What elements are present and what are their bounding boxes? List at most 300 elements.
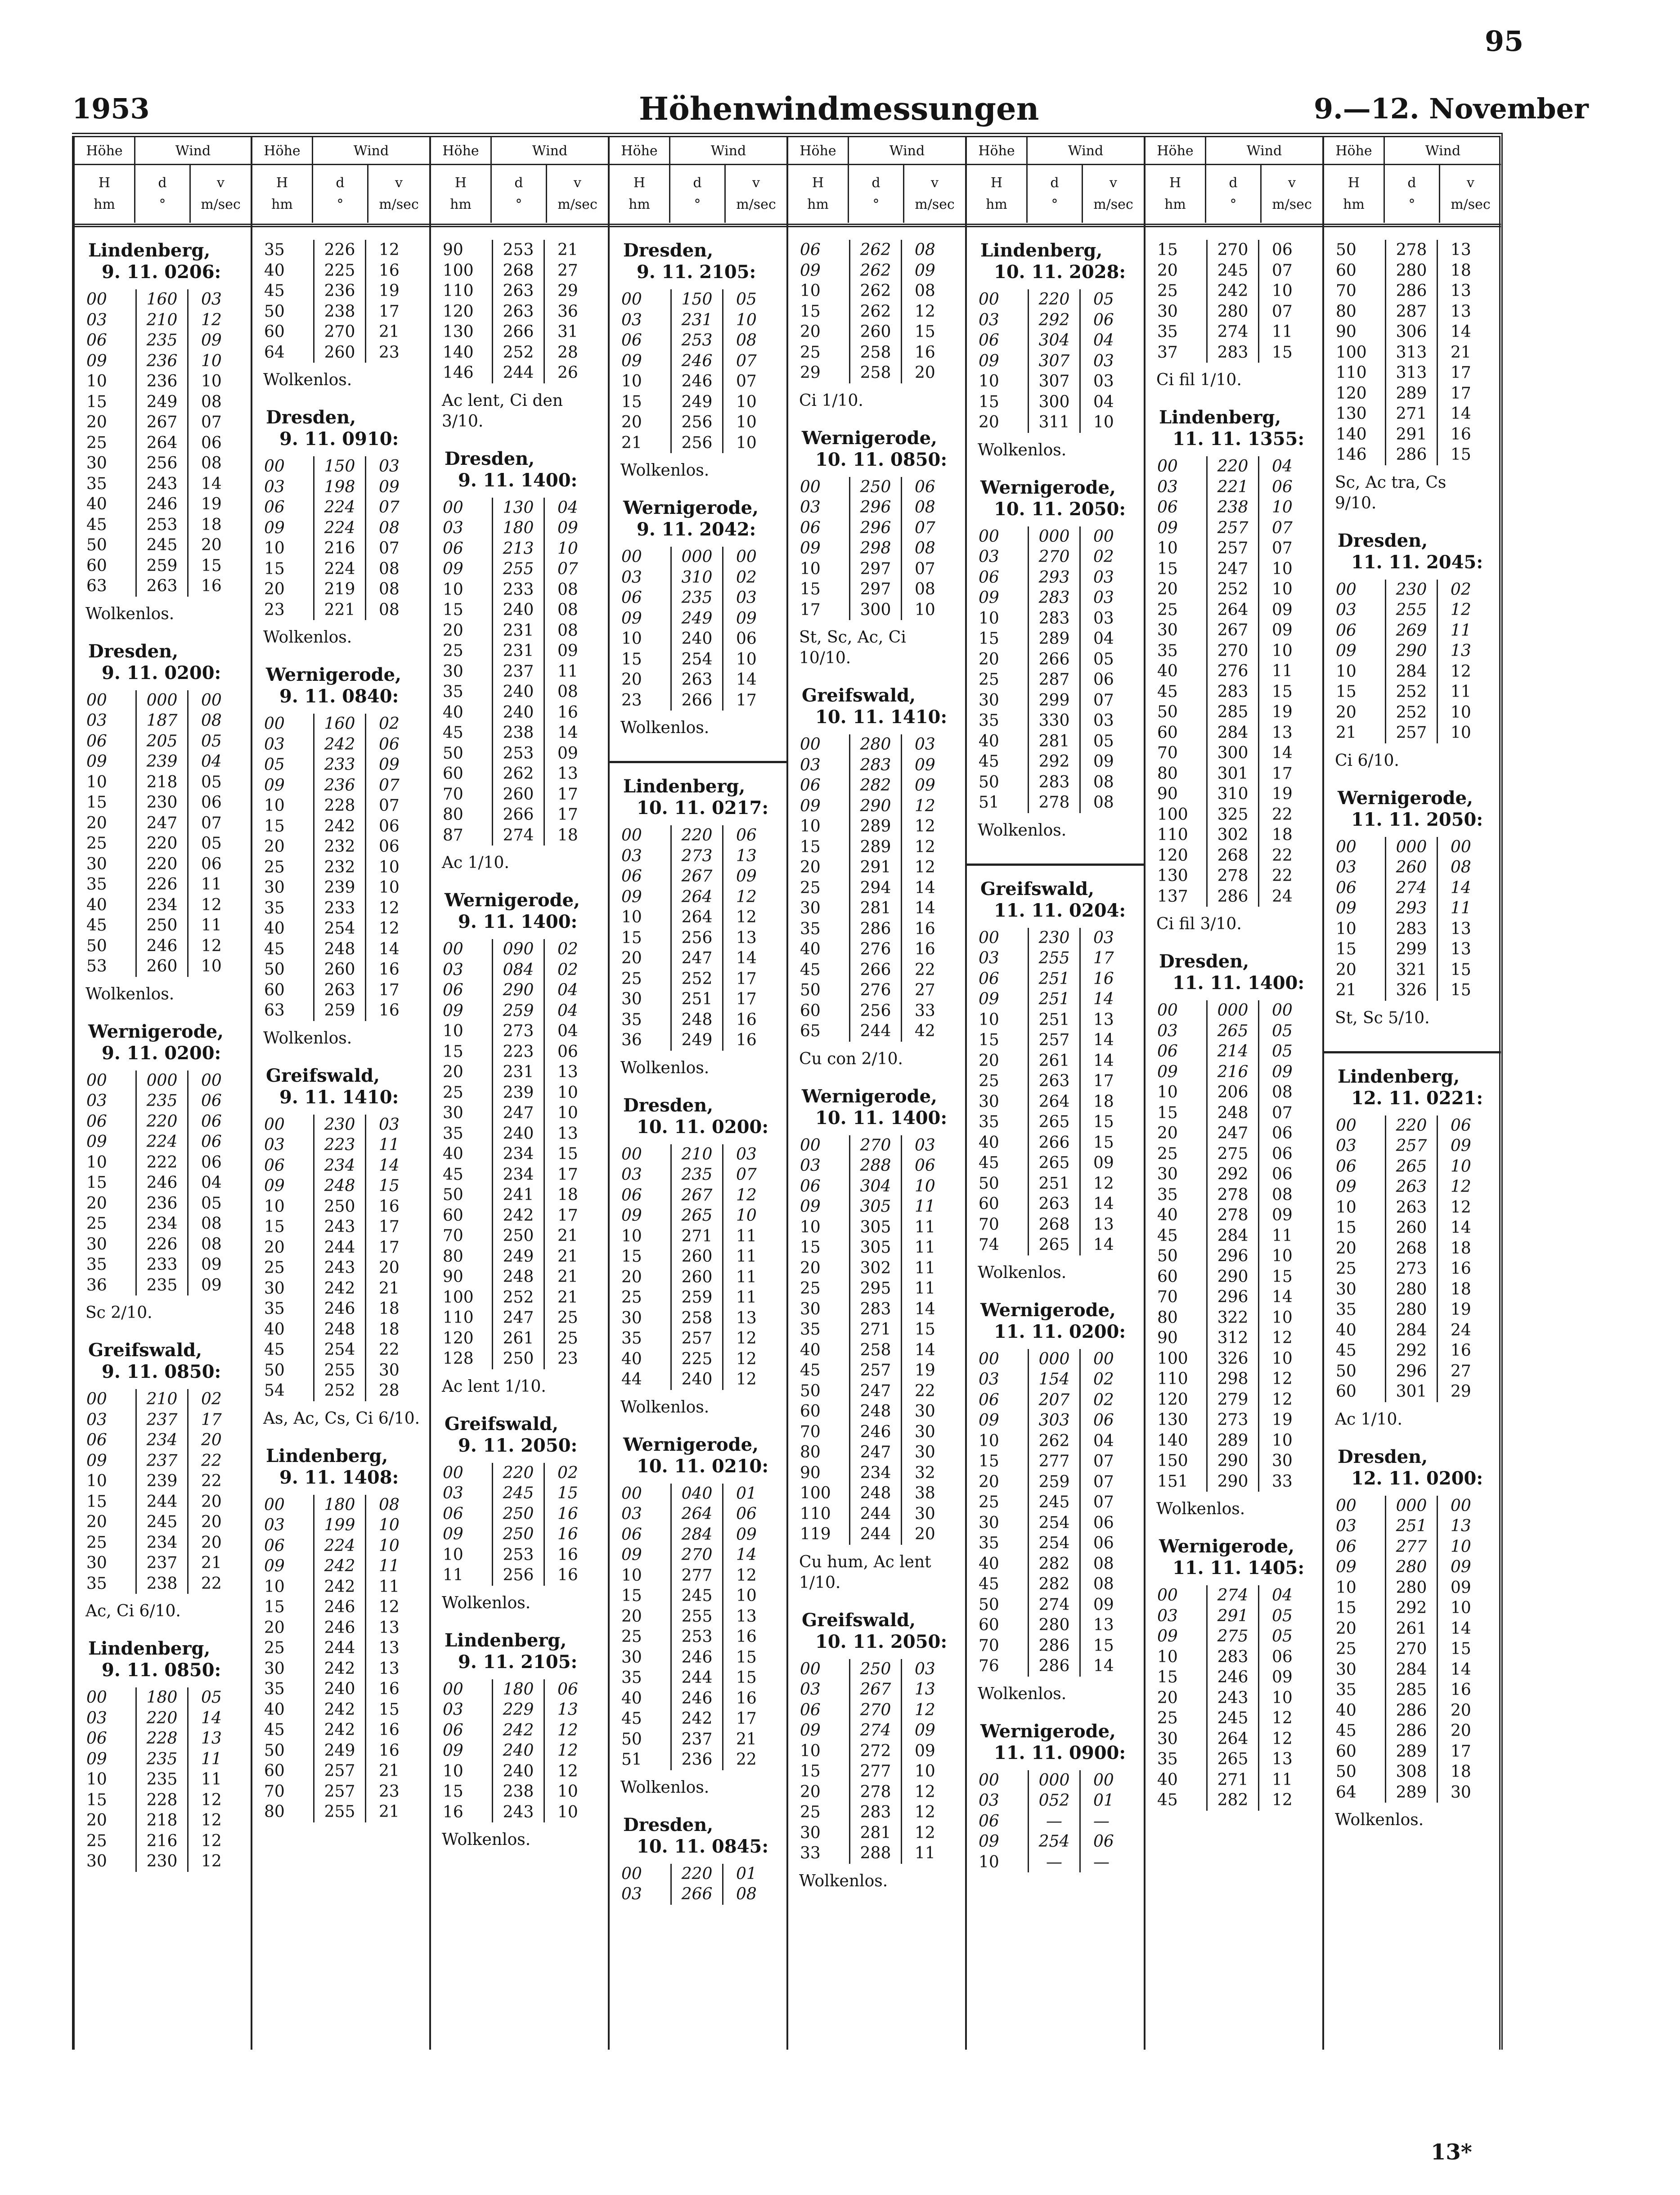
speed-cell: 03 bbox=[915, 1136, 935, 1155]
table-row bbox=[252, 1781, 429, 1802]
direction-cell: 302 bbox=[1206, 825, 1259, 846]
height-cell: 00 bbox=[264, 1115, 285, 1134]
table-row bbox=[967, 1770, 1144, 1791]
height-cell: 44 bbox=[621, 1370, 642, 1389]
cloud-note: Ci fil 3/10. bbox=[1156, 915, 1242, 933]
direction-cell: 274 bbox=[849, 1720, 902, 1741]
direction-cell: 263 bbox=[492, 301, 545, 322]
speed-cell: 18 bbox=[1451, 1763, 1471, 1781]
height-cell: 25 bbox=[443, 642, 463, 660]
direction-cell: 330 bbox=[1028, 711, 1081, 731]
speed-cell: 26 bbox=[557, 364, 578, 382]
speed-cell: 13 bbox=[1093, 1010, 1114, 1029]
speed-cell: 11 bbox=[557, 662, 578, 681]
height-cell: 03 bbox=[621, 568, 642, 587]
height-cell: 15 bbox=[979, 1031, 999, 1049]
height-cell: 09 bbox=[1157, 518, 1178, 537]
height-cell: 10 bbox=[621, 1227, 642, 1246]
table-row bbox=[788, 1782, 965, 1803]
table-row bbox=[1324, 342, 1501, 363]
height-cell: 70 bbox=[800, 1422, 821, 1441]
height-cell: 15 bbox=[264, 1218, 285, 1236]
table-row bbox=[967, 1030, 1144, 1051]
table-row bbox=[1324, 383, 1501, 404]
table-row bbox=[610, 1565, 786, 1586]
table-row bbox=[75, 1728, 251, 1749]
direction-cell: 263 bbox=[1385, 1197, 1438, 1218]
hoehe-header: Höhe bbox=[788, 137, 849, 164]
direction-cell: 296 bbox=[849, 518, 902, 539]
direction-cell: 000 bbox=[1028, 1770, 1081, 1791]
height-cell: 45 bbox=[979, 752, 999, 771]
speed-cell: 17 bbox=[1451, 364, 1471, 382]
table-row bbox=[610, 1864, 786, 1885]
direction-cell: 248 bbox=[670, 1010, 723, 1030]
direction-cell: 251 bbox=[1028, 969, 1081, 990]
station-name: Greifswald, bbox=[88, 1340, 202, 1361]
speed-cell: 10 bbox=[379, 1536, 400, 1555]
speed-cell: 07 bbox=[1093, 691, 1114, 710]
station-block bbox=[788, 1610, 965, 1905]
table-column bbox=[965, 137, 1144, 2050]
table-row bbox=[1145, 886, 1322, 907]
table-row bbox=[967, 1410, 1144, 1431]
speed-cell: 12 bbox=[915, 1823, 935, 1842]
h-label: H bbox=[1348, 175, 1360, 191]
direction-cell: 264 bbox=[670, 1504, 723, 1525]
station-name: Wernigerode, bbox=[980, 1720, 1116, 1742]
table-row bbox=[1324, 878, 1501, 899]
direction-cell: 310 bbox=[670, 567, 723, 588]
speed-cell: 01 bbox=[736, 1484, 757, 1503]
speed-cell: 03 bbox=[379, 457, 400, 476]
table-row bbox=[1145, 723, 1322, 743]
height-cell: 60 bbox=[86, 556, 107, 575]
speed-cell: 01 bbox=[1093, 1791, 1114, 1810]
direction-cell: 247 bbox=[492, 1308, 545, 1328]
direction-cell: 284 bbox=[1206, 723, 1259, 743]
speed-cell: 11 bbox=[915, 1238, 935, 1257]
height-cell: 25 bbox=[1157, 600, 1178, 619]
height-cell: 09 bbox=[86, 1451, 107, 1470]
speed-cell: 12 bbox=[1451, 1198, 1471, 1217]
height-cell: 50 bbox=[1157, 1247, 1178, 1265]
deg-label: ° bbox=[515, 197, 522, 212]
height-cell: 03 bbox=[621, 310, 642, 329]
height-cell: 36 bbox=[86, 1276, 107, 1295]
speed-cell: 09 bbox=[557, 744, 578, 763]
table-row bbox=[431, 939, 608, 960]
height-cell: 70 bbox=[1157, 744, 1178, 762]
table-row bbox=[431, 539, 608, 559]
v-label: v bbox=[931, 175, 939, 191]
height-cell: 64 bbox=[264, 343, 285, 362]
table-row bbox=[431, 1062, 608, 1083]
table-row bbox=[75, 772, 251, 793]
height-cell: 00 bbox=[1157, 1586, 1178, 1605]
table-row bbox=[252, 1556, 429, 1577]
speed-cell: 12 bbox=[201, 1852, 222, 1871]
table-row bbox=[431, 702, 608, 723]
direction-cell: 246 bbox=[313, 1618, 366, 1638]
speed-cell: 07 bbox=[379, 539, 400, 558]
table-row bbox=[610, 351, 786, 372]
direction-cell: 228 bbox=[135, 1790, 189, 1811]
table-row bbox=[967, 289, 1144, 310]
height-cell: 45 bbox=[86, 515, 107, 534]
direction-cell: 256 bbox=[670, 412, 723, 433]
speed-cell: 14 bbox=[379, 940, 400, 958]
speed-cell: 20 bbox=[201, 536, 222, 554]
height-cell: 00 bbox=[1336, 1116, 1357, 1135]
speed-cell: 06 bbox=[379, 837, 400, 856]
speed-cell: 36 bbox=[557, 302, 578, 321]
height-cell: 35 bbox=[979, 1113, 999, 1131]
table-row bbox=[75, 1574, 251, 1594]
table-row bbox=[967, 751, 1144, 772]
speed-cell: 22 bbox=[736, 1750, 757, 1769]
height-cell: 50 bbox=[979, 1174, 999, 1193]
height-cell: 00 bbox=[1336, 837, 1357, 856]
height-cell: 06 bbox=[86, 732, 107, 751]
speed-cell: 23 bbox=[557, 1349, 578, 1368]
table-row bbox=[1145, 1226, 1322, 1246]
table-row bbox=[431, 1761, 608, 1782]
cloud-note: Ci 1/10. bbox=[799, 391, 863, 410]
speed-cell: 13 bbox=[1093, 1616, 1114, 1634]
table-row bbox=[75, 1071, 251, 1091]
height-cell: 60 bbox=[1336, 261, 1357, 280]
height-cell: 09 bbox=[86, 1133, 107, 1151]
table-row bbox=[75, 1132, 251, 1152]
direction-cell: 286 bbox=[1385, 1700, 1438, 1721]
table-row bbox=[252, 734, 429, 755]
direction-cell: 302 bbox=[849, 1258, 902, 1279]
speed-cell: 06 bbox=[557, 1042, 578, 1061]
speed-cell: 15 bbox=[1451, 445, 1471, 464]
speed-cell: 10 bbox=[1451, 724, 1471, 742]
speed-cell: 12 bbox=[201, 1831, 222, 1850]
speed-cell: 13 bbox=[736, 928, 757, 947]
direction-cell: 240 bbox=[670, 629, 723, 649]
height-cell: 06 bbox=[800, 518, 821, 537]
height-cell: 00 bbox=[800, 477, 821, 496]
speed-cell: 22 bbox=[379, 1340, 400, 1359]
speed-cell: — bbox=[1093, 1853, 1110, 1871]
direction-cell: 236 bbox=[313, 775, 366, 796]
direction-cell: 255 bbox=[313, 1360, 366, 1381]
direction-cell: 234 bbox=[135, 1430, 189, 1451]
speed-cell: 13 bbox=[557, 1700, 578, 1719]
speed-cell: 09 bbox=[736, 609, 757, 628]
speed-cell: 16 bbox=[736, 1010, 757, 1029]
speed-cell: 16 bbox=[379, 1680, 400, 1698]
height-cell: 30 bbox=[979, 1092, 999, 1111]
hoehe-header: Höhe bbox=[610, 137, 670, 164]
speed-cell: 14 bbox=[915, 878, 935, 897]
direction-cell: 251 bbox=[1028, 989, 1081, 1010]
table-row bbox=[967, 1513, 1144, 1534]
speed-cell: 03 bbox=[1093, 372, 1114, 391]
table-row bbox=[788, 878, 965, 899]
direction-cell: 326 bbox=[1385, 980, 1438, 1001]
speed-cell: 10 bbox=[915, 1762, 935, 1781]
direction-cell: 243 bbox=[1206, 1688, 1259, 1709]
cloud-note: St, Sc 5/10. bbox=[1335, 1008, 1430, 1027]
station-name: Wernigerode, bbox=[88, 1021, 224, 1042]
table-row bbox=[1145, 1328, 1322, 1349]
page-title: Höhenwindmessungen bbox=[639, 90, 1039, 127]
wind-header: Wind bbox=[710, 143, 746, 159]
table-row bbox=[967, 1010, 1144, 1030]
height-cell: 00 bbox=[443, 1680, 463, 1699]
direction-cell: 262 bbox=[849, 301, 902, 322]
table-row bbox=[788, 1422, 965, 1443]
table-row bbox=[75, 1091, 251, 1111]
direction-cell: 277 bbox=[1028, 1451, 1081, 1472]
height-cell: 06 bbox=[1336, 878, 1357, 897]
speed-cell: 08 bbox=[915, 282, 935, 300]
direction-cell: 255 bbox=[1385, 600, 1438, 621]
height-cell: 00 bbox=[979, 290, 999, 309]
table-row bbox=[610, 649, 786, 670]
station-name: Lindenberg, bbox=[88, 1638, 211, 1659]
height-cell: 70 bbox=[1157, 1288, 1178, 1306]
height-cell: 10 bbox=[264, 539, 285, 558]
speed-cell: 16 bbox=[1093, 969, 1114, 988]
direction-cell: 280 bbox=[1028, 1615, 1081, 1636]
height-cell: 00 bbox=[979, 527, 999, 546]
direction-cell: 265 bbox=[670, 1205, 723, 1226]
speed-cell: 09 bbox=[915, 756, 935, 774]
speed-cell: 12 bbox=[201, 310, 222, 329]
table-row bbox=[788, 497, 965, 518]
speed-cell: 09 bbox=[1272, 600, 1293, 619]
height-cell: 40 bbox=[800, 940, 821, 958]
table-row bbox=[75, 690, 251, 711]
table-row bbox=[788, 1483, 965, 1504]
column-header bbox=[1324, 137, 1501, 227]
table-row bbox=[967, 1615, 1144, 1636]
height-cell: 10 bbox=[1336, 1198, 1357, 1217]
speed-cell: 21 bbox=[557, 1288, 578, 1307]
table-row bbox=[610, 1165, 786, 1185]
table-row bbox=[610, 1205, 786, 1226]
d-label: d bbox=[1050, 175, 1059, 191]
speed-cell: 12 bbox=[736, 1186, 757, 1205]
table-row bbox=[431, 1741, 608, 1761]
direction-cell: 225 bbox=[670, 1349, 723, 1370]
height-cell: 30 bbox=[443, 662, 463, 681]
height-cell: 10 bbox=[1336, 919, 1357, 938]
speed-cell: 14 bbox=[1272, 1288, 1293, 1306]
table-row bbox=[1145, 1451, 1322, 1471]
height-cell: 09 bbox=[621, 351, 642, 370]
direction-cell: 286 bbox=[1385, 445, 1438, 465]
speed-cell: 08 bbox=[379, 600, 400, 619]
speed-cell: 17 bbox=[736, 1709, 757, 1728]
direction-cell: 290 bbox=[849, 796, 902, 817]
direction-cell: 240 bbox=[313, 1679, 366, 1700]
direction-cell: 283 bbox=[1385, 919, 1438, 940]
speed-cell: 16 bbox=[379, 1197, 400, 1216]
direction-cell: 246 bbox=[670, 351, 723, 372]
speed-cell: 23 bbox=[379, 1782, 400, 1801]
direction-cell: 160 bbox=[313, 714, 366, 734]
speed-cell: 16 bbox=[379, 1741, 400, 1760]
direction-cell: 254 bbox=[1028, 1513, 1081, 1534]
height-cell: 09 bbox=[800, 539, 821, 558]
speed-cell: 00 bbox=[736, 548, 757, 566]
direction-cell: 256 bbox=[135, 453, 189, 474]
direction-cell: 249 bbox=[313, 1741, 366, 1761]
speed-cell: 16 bbox=[379, 261, 400, 280]
station-block bbox=[610, 1095, 786, 1431]
height-cell: 25 bbox=[621, 969, 642, 988]
speed-cell: 10 bbox=[1451, 703, 1471, 722]
direction-cell: 267 bbox=[670, 1185, 723, 1206]
speed-cell: 11 bbox=[379, 1136, 400, 1154]
speed-cell: 12 bbox=[201, 1790, 222, 1809]
table-row bbox=[967, 772, 1144, 793]
height-cell: 00 bbox=[979, 928, 999, 947]
height-cell: 09 bbox=[800, 796, 821, 815]
table-row bbox=[252, 1515, 429, 1536]
height-cell: 40 bbox=[979, 1554, 999, 1573]
height-cell: 06 bbox=[86, 1729, 107, 1748]
height-cell: 00 bbox=[443, 1463, 463, 1482]
table-row bbox=[967, 1214, 1144, 1235]
speed-cell: 12 bbox=[915, 858, 935, 877]
height-cell: 15 bbox=[979, 630, 999, 648]
speed-cell: 13 bbox=[1451, 642, 1471, 660]
direction-cell: 246 bbox=[670, 1688, 723, 1709]
height-cell: 30 bbox=[1157, 1729, 1178, 1748]
table-row bbox=[1324, 424, 1501, 445]
direction-cell: 278 bbox=[1385, 240, 1438, 261]
direction-cell: 283 bbox=[1028, 588, 1081, 608]
table-row bbox=[967, 1349, 1144, 1370]
table-row bbox=[75, 915, 251, 936]
table-row bbox=[1145, 600, 1322, 621]
table-row bbox=[788, 1135, 965, 1156]
direction-cell: 274 bbox=[1028, 1595, 1081, 1615]
direction-cell: 286 bbox=[1028, 1656, 1081, 1677]
direction-cell: 307 bbox=[1028, 371, 1081, 392]
table-row bbox=[75, 1708, 251, 1729]
table-row bbox=[1324, 580, 1501, 600]
speed-cell: 09 bbox=[201, 331, 222, 350]
height-cell: 119 bbox=[800, 1525, 831, 1543]
direction-cell: 243 bbox=[313, 1258, 366, 1278]
height-cell: 25 bbox=[1336, 1259, 1357, 1278]
table-row bbox=[431, 1463, 608, 1484]
table-row bbox=[967, 1133, 1144, 1153]
table-row bbox=[1145, 1770, 1322, 1790]
page-number: 95 bbox=[1485, 25, 1524, 58]
station-name: Dresden, bbox=[445, 448, 535, 469]
h-label: H bbox=[633, 175, 646, 191]
direction-cell: 270 bbox=[849, 1700, 902, 1721]
height-cell: 09 bbox=[979, 589, 999, 607]
height-cell: 45 bbox=[800, 1361, 821, 1380]
table-row bbox=[967, 526, 1144, 547]
table-row bbox=[788, 1217, 965, 1238]
direction-cell: 271 bbox=[670, 1226, 723, 1247]
direction-cell: 270 bbox=[313, 322, 366, 342]
height-cell: 40 bbox=[264, 261, 285, 280]
table-row bbox=[75, 1234, 251, 1255]
direction-cell: 261 bbox=[1385, 1619, 1438, 1639]
table-row bbox=[967, 1574, 1144, 1595]
speed-cell: 29 bbox=[557, 282, 578, 300]
direction-cell: 242 bbox=[313, 1700, 366, 1720]
speed-cell: 10 bbox=[736, 650, 757, 669]
speed-cell: 06 bbox=[1272, 1647, 1293, 1666]
direction-cell: 278 bbox=[1206, 1205, 1259, 1226]
direction-cell: 255 bbox=[670, 1606, 723, 1627]
height-cell: 51 bbox=[979, 793, 999, 812]
speed-cell: 08 bbox=[736, 1885, 757, 1903]
height-cell: 06 bbox=[1336, 1537, 1357, 1556]
height-cell: 03 bbox=[979, 1791, 999, 1810]
direction-cell: 304 bbox=[1028, 330, 1081, 351]
speed-cell: 16 bbox=[736, 1031, 757, 1049]
direction-cell: 282 bbox=[1206, 1790, 1259, 1811]
direction-cell: 247 bbox=[135, 813, 189, 834]
direction-cell: 238 bbox=[1206, 497, 1259, 518]
table-row bbox=[788, 796, 965, 817]
height-cell: 03 bbox=[1336, 601, 1357, 619]
direction-cell: 289 bbox=[1385, 1741, 1438, 1762]
speed-cell: 11 bbox=[915, 1218, 935, 1237]
station-time: 11. 11. 1405: bbox=[1172, 1557, 1305, 1579]
station-time: 11. 11. 1355: bbox=[1172, 428, 1305, 450]
station-time: 10. 11. 1410: bbox=[815, 706, 948, 728]
height-cell: 100 bbox=[443, 1288, 474, 1307]
speed-cell: 07 bbox=[1272, 302, 1293, 321]
height-cell: 30 bbox=[86, 1235, 107, 1254]
height-cell: 60 bbox=[443, 1206, 463, 1225]
speed-cell: 18 bbox=[1451, 261, 1471, 280]
table-row bbox=[967, 1194, 1144, 1214]
speed-cell: 03 bbox=[1093, 568, 1114, 587]
speed-cell: 15 bbox=[201, 556, 222, 575]
height-cell: 137 bbox=[1157, 887, 1188, 906]
speed-cell: 08 bbox=[379, 559, 400, 578]
speed-cell: 04 bbox=[1093, 392, 1114, 411]
height-cell: 06 bbox=[979, 331, 999, 350]
table-row bbox=[431, 1144, 608, 1165]
station-time: 11. 11. 2045: bbox=[1351, 551, 1483, 573]
speed-cell: 11 bbox=[915, 1259, 935, 1277]
station-block bbox=[431, 1630, 608, 1864]
speed-cell: 08 bbox=[557, 580, 578, 599]
table-row bbox=[1324, 240, 1501, 261]
height-cell: 00 bbox=[800, 735, 821, 754]
speed-cell: 08 bbox=[557, 621, 578, 640]
speed-cell: 10 bbox=[1451, 1537, 1471, 1556]
direction-cell: 251 bbox=[1028, 1174, 1081, 1194]
height-cell: 90 bbox=[443, 1268, 463, 1286]
speed-cell: 05 bbox=[201, 834, 222, 853]
speed-cell: 09 bbox=[915, 1741, 935, 1760]
height-cell: 20 bbox=[1336, 1239, 1357, 1258]
speed-cell: 07 bbox=[1093, 1452, 1114, 1471]
speed-cell: 11 bbox=[915, 1279, 935, 1298]
station-block bbox=[610, 240, 786, 495]
direction-cell: 299 bbox=[1028, 690, 1081, 711]
